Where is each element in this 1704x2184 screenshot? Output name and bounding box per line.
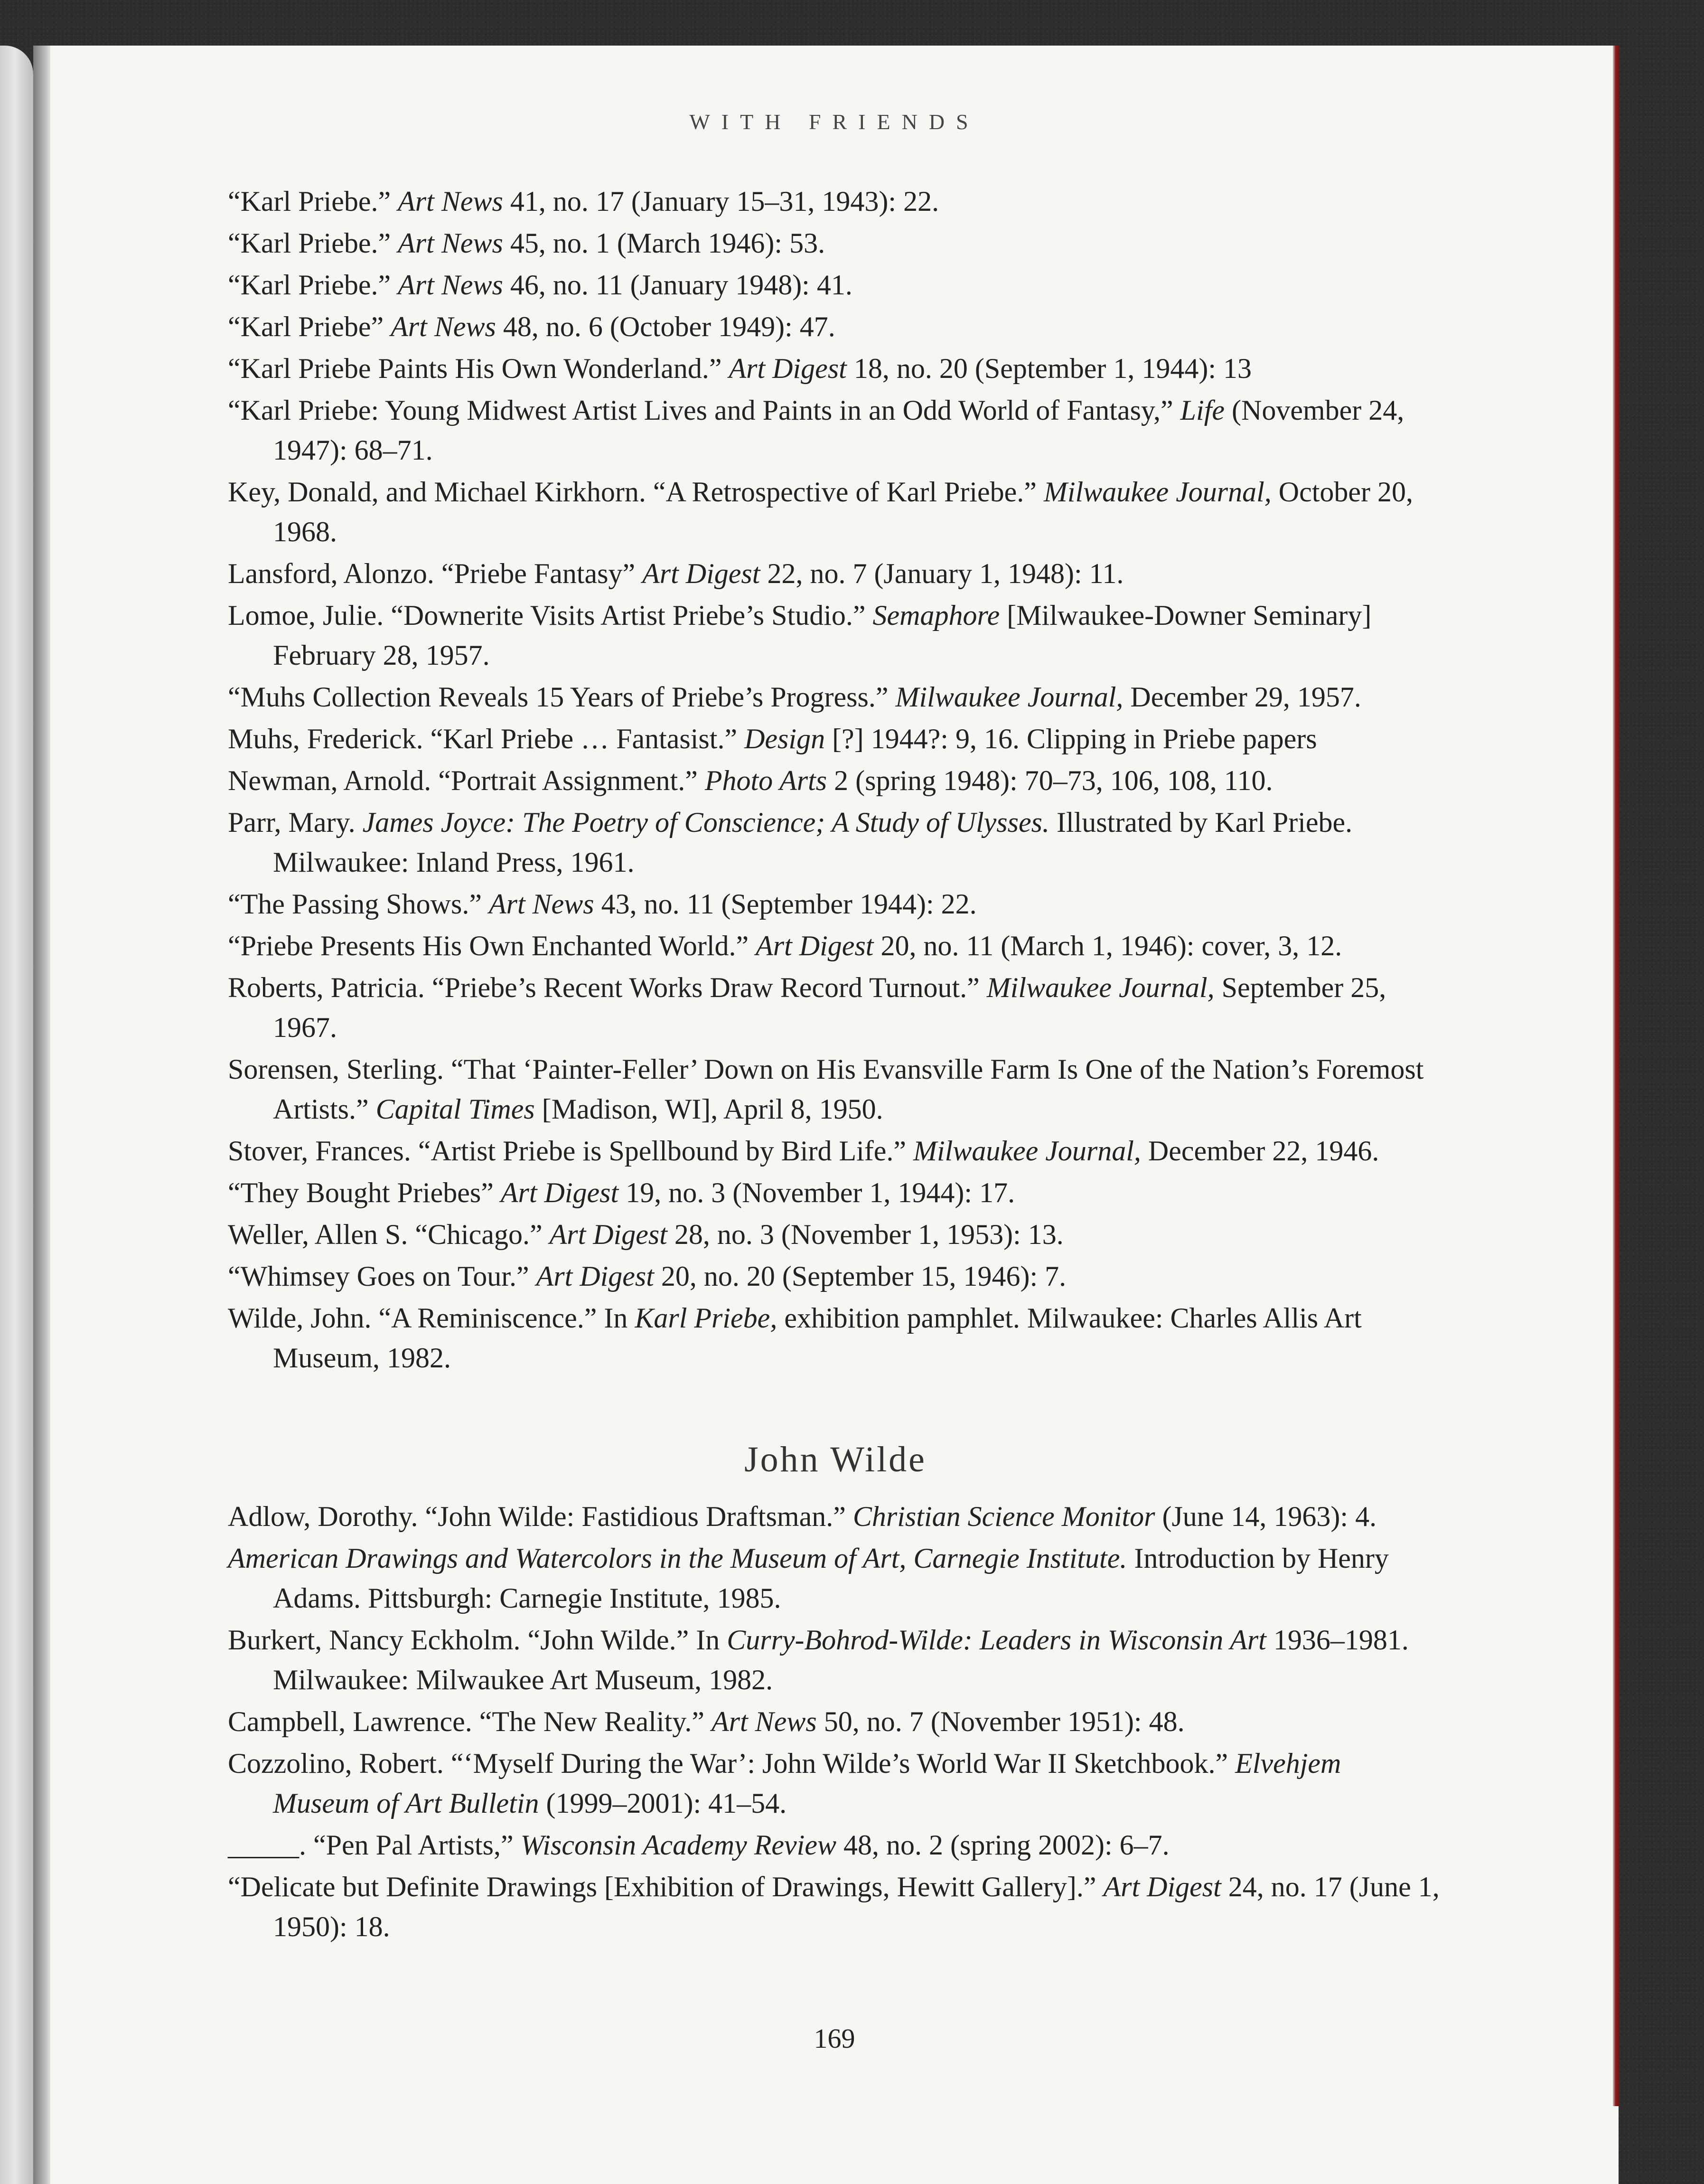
book-gutter [33,46,52,2184]
entry-title-italic: Karl Priebe, [635,1302,777,1334]
entry-title-italic: Art Digest [756,930,874,961]
entry-title-italic: Art Digest [642,558,760,589]
entry-text: 20, no. 11 (March 1, 1946): cover, 3, 12. [873,930,1342,961]
entry-title-italic: Milwaukee Journal, [913,1135,1141,1167]
entry-title-italic: Design [744,723,825,754]
entry-text: December 22, 1946. [1141,1135,1379,1167]
entry-title-italic: Art News [391,311,496,342]
entry-title-italic: Christian Science Monitor [852,1501,1155,1532]
entry-title-italic: Art News [712,1706,817,1737]
page-number: 169 [814,2023,855,2054]
entry-text: Illustrated by Karl Priebe. Milwaukee: Inland Press, 1961. [273,807,1353,878]
bibliography-entry [228,1867,1443,1947]
bibliography-entry [228,1214,1443,1254]
entry-text: Wilde, John. “A Reminiscence.” In [228,1302,635,1334]
entry-title-italic: American Drawings and Watercolors in the Museum of Art, Carnegie Institute. [228,1543,1127,1574]
entry-text: September 25, 1967. [273,972,1386,1043]
entry-text: Sorensen, Sterling. “That ‘Painter-Feller’ Down on His Evansville Farm Is One of the Nation’s Foremost Artists.” [228,1054,1424,1125]
entry-text: Roberts, Patricia. “Priebe’s Recent Works Draw Record Turnout.” [228,972,987,1003]
entry-text: “Karl Priebe.” [228,227,398,259]
bibliography-entry [228,181,1443,221]
entry-text: 43, no. 11 (September 1944): 22. [594,888,977,920]
entry-title-italic: Art Digest [536,1261,654,1292]
entry-text: 1936–1981. Milwaukee: Milwaukee Art Museum, 1982. [273,1624,1409,1695]
entry-title-italic: Milwaukee Journal, [1043,476,1272,508]
entry-text: 45, no. 1 (March 1946): 53. [503,227,825,259]
wilde-entries [228,1497,1443,1947]
entry-text: 24, no. 17 (June 1, 1950): 18. [273,1871,1440,1942]
entry-text: Weller, Allen S. “Chicago.” [228,1219,550,1250]
entry-text: Cozzolino, Robert. “‘Myself During the War’: John Wilde’s World War II Sketchbook.” [228,1748,1236,1779]
entry-text: “Muhs Collection Reveals 15 Years of Priebe’s Progress.” [228,681,896,713]
bibliography-entry [228,595,1443,675]
bibliography-entry [228,472,1443,552]
entry-text: December 29, 1957. [1123,681,1361,713]
entry-title-italic: Wisconsin Academy Review [520,1829,837,1861]
entry-text: Newman, Arnold. “Portrait Assignment.” [228,765,705,796]
entry-title-italic: Art Digest [1103,1871,1221,1902]
entry-text: _____. “Pen Pal Artists,” [228,1829,521,1861]
bibliography-entry [228,761,1443,800]
bibliography [228,181,1443,1949]
entry-text: “They Bought Priebes” [228,1177,501,1208]
bibliography-entry [228,1497,1443,1536]
entry-text: “Priebe Presents His Own Enchanted World.” [228,930,756,961]
entry-text: [Madison, WI], April 8, 1950. [534,1093,883,1125]
entry-text: (June 14, 1963): 4. [1155,1501,1377,1532]
entry-text: Lomoe, Julie. “Downerite Visits Artist Priebe’s Studio.” [228,600,873,631]
entry-text: 19, no. 3 (November 1, 1944): 17. [618,1177,1015,1208]
entry-title-italic: Elvehjem Museum of Art Bulletin [273,1748,1341,1819]
entry-text: October 20, 1968. [273,476,1414,547]
bibliography-entry [228,1173,1443,1213]
entry-text: Lansford, Alonzo. “Priebe Fantasy” [228,558,643,589]
entry-text: 22, no. 7 (January 1, 1948): 11. [760,558,1124,589]
bibliography-entry [228,390,1443,470]
bibliography-entry [228,554,1443,593]
entry-title-italic: Art News [398,186,503,217]
entry-title-italic: Photo Arts [704,765,827,796]
bibliography-entry [228,1256,1443,1296]
bibliography-entry [228,307,1443,347]
bibliography-entry [228,348,1443,388]
entry-title-italic: Capital Times [375,1093,535,1125]
bibliography-entry [228,1538,1443,1618]
entry-title-italic: Art Digest [549,1219,667,1250]
entry-text: Parr, Mary. [228,807,363,838]
priebe-entries [228,181,1443,1378]
entry-text: 28, no. 3 (November 1, 1953): 13. [667,1219,1064,1250]
page-edge-binding [1613,46,1620,2106]
left-page-edge [0,46,33,2184]
entry-text: Key, Donald, and Michael Kirkhorn. “A Retrospective of Karl Priebe.” [228,476,1044,508]
entry-text: “Karl Priebe Paints His Own Wonderland.” [228,353,729,384]
entry-text: Burkert, Nancy Eckholm. “John Wilde.” In [228,1624,727,1656]
bibliography-entry [228,719,1443,759]
bibliography-entry [228,223,1443,263]
entry-text: Introduction by Henry Adams. Pittsburgh: Carnegie Institute, 1985. [273,1543,1389,1614]
entry-text: Adlow, Dorothy. “John Wilde: Fastidious Draftsman.” [228,1501,853,1532]
bibliography-entry [228,1620,1443,1700]
entry-text: 18, no. 20 (September 1, 1944): 13 [846,353,1252,384]
entry-text: “The Passing Shows.” [228,888,489,920]
bibliography-entry [228,677,1443,717]
entry-title-italic: Milwaukee Journal, [986,972,1215,1003]
entry-title-italic: Curry-Bohrod-Wilde: Leaders in Wisconsin Art [727,1624,1266,1656]
entry-text: “Karl Priebe: Young Midwest Artist Lives and Paints in an Odd World of Fantasy,” [228,395,1180,426]
entry-title-italic: James Joyce: The Poetry of Conscience; A Study of Ulysses. [362,807,1049,838]
bibliography-entry [228,1702,1443,1742]
bibliography-entry [228,884,1443,924]
bibliography-entry [228,1131,1443,1171]
entry-text: Campbell, Lawrence. “The New Reality.” [228,1706,712,1737]
entry-text: “Karl Priebe” [228,311,391,342]
bibliography-entry [228,1049,1443,1129]
bibliography-entry [228,926,1443,966]
section-heading: John Wilde [744,1440,927,1479]
entry-text: “Karl Priebe.” [228,269,398,301]
entry-text: “Karl Priebe.” [228,186,398,217]
entry-text: 41, no. 17 (January 15–31, 1943): 22. [503,186,939,217]
entry-text: “Whimsey Goes on Tour.” [228,1261,536,1292]
bibliography-entry [228,1298,1443,1378]
entry-text: 20, no. 20 (September 15, 1946): 7. [654,1261,1067,1292]
entry-text: exhibition pamphlet. Milwaukee: Charles Allis Art Museum, 1982. [273,1302,1362,1374]
entry-title-italic: Life [1180,395,1225,426]
bibliography-entry [228,1743,1443,1823]
entry-text: (November 24, 1947): 68–71. [273,395,1404,466]
entry-text: 48, no. 2 (spring 2002): 6–7. [836,1829,1170,1861]
bibliography-entry [228,265,1443,305]
entry-title-italic: Art Digest [729,353,847,384]
bibliography-entry [228,1825,1443,1865]
bibliography-entry [228,802,1443,882]
entry-title-italic: Art News [398,227,503,259]
entry-text: Muhs, Frederick. “Karl Priebe … Fantasist.” [228,723,745,754]
entry-title-italic: Milwaukee Journal, [895,681,1124,713]
entry-text: “Delicate but Definite Drawings [Exhibition of Drawings, Hewitt Gallery].” [228,1871,1104,1902]
entry-text: 50, no. 7 (November 1951): 48. [816,1706,1185,1737]
entry-title-italic: Semaphore [872,600,1000,631]
bibliography-entry [228,968,1443,1047]
entry-text: Stover, Frances. “Artist Priebe is Spellbound by Bird Life.” [228,1135,914,1167]
entry-text: 46, no. 11 (January 1948): 41. [503,269,852,301]
entry-text: [?] 1944?: 9, 16. Clipping in Priebe papers [825,723,1317,754]
entry-text: 2 (spring 1948): 70–73, 106, 108, 110. [827,765,1273,796]
entry-title-italic: Art News [488,888,594,920]
running-head: WITH FRIENDS [689,110,980,134]
entry-text: (1999–2001): 41–54. [539,1788,787,1819]
entry-text: [Milwaukee-Downer Seminary] February 28, 1957. [273,600,1372,671]
entry-title-italic: Art News [398,269,503,301]
entry-title-italic: Art Digest [500,1177,619,1208]
entry-text: 48, no. 6 (October 1949): 47. [496,311,835,342]
